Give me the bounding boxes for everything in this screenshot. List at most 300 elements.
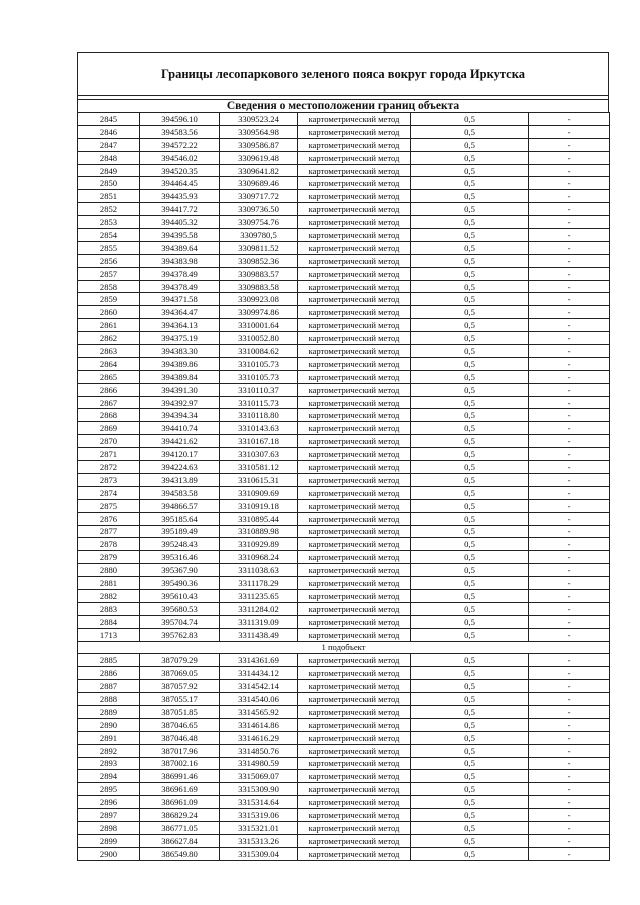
table-row	[78, 448, 610, 461]
accuracy-cell: 0,5	[411, 847, 529, 860]
point-number-cell: 2892	[78, 744, 140, 757]
y-coordinate-cell: 3315321.01	[220, 821, 298, 834]
accuracy-cell: 0,5	[411, 383, 529, 396]
note-cell: -	[529, 705, 610, 718]
accuracy-cell: 0,5	[411, 473, 529, 486]
accuracy-cell: 0,5	[411, 744, 529, 757]
x-coordinate-cell: 394391.30	[140, 383, 220, 396]
x-coordinate-cell: 395680.53	[140, 602, 220, 615]
method-cell: картометрический метод	[298, 345, 411, 358]
x-coordinate-cell: 387002.16	[140, 757, 220, 770]
point-number-cell: 2876	[78, 512, 140, 525]
table-row	[78, 306, 610, 319]
y-coordinate-cell: 3310105.73	[220, 370, 298, 383]
x-coordinate-cell: 395704.74	[140, 615, 220, 628]
method-cell: картометрический метод	[298, 422, 411, 435]
table-row	[78, 731, 610, 744]
method-cell: картометрический метод	[298, 164, 411, 177]
point-number-cell: 2862	[78, 332, 140, 345]
table-row	[78, 847, 610, 860]
accuracy-cell: 0,5	[411, 525, 529, 538]
note-cell: -	[529, 319, 610, 332]
table-row	[78, 693, 610, 706]
point-number-cell: 2848	[78, 151, 140, 164]
table-row	[78, 241, 610, 254]
note-cell: -	[529, 409, 610, 422]
point-number-cell: 2874	[78, 486, 140, 499]
note-cell: -	[529, 229, 610, 242]
y-coordinate-cell: 3309883.58	[220, 280, 298, 293]
method-cell: картометрический метод	[298, 461, 411, 474]
accuracy-cell: 0,5	[411, 216, 529, 229]
y-coordinate-cell: 3314542.14	[220, 680, 298, 693]
x-coordinate-cell: 395367.90	[140, 564, 220, 577]
accuracy-cell: 0,5	[411, 834, 529, 847]
x-coordinate-cell: 395316.46	[140, 551, 220, 564]
method-cell: картометрический метод	[298, 203, 411, 216]
y-coordinate-cell: 3310929.89	[220, 538, 298, 551]
point-number-cell: 2855	[78, 241, 140, 254]
method-cell: картометрический метод	[298, 280, 411, 293]
y-coordinate-cell: 3315314.64	[220, 796, 298, 809]
table-row	[78, 357, 610, 370]
point-number-cell: 2860	[78, 306, 140, 319]
accuracy-cell: 0,5	[411, 705, 529, 718]
method-cell: картометрический метод	[298, 190, 411, 203]
accuracy-cell: 0,5	[411, 422, 529, 435]
x-coordinate-cell: 387057.92	[140, 680, 220, 693]
table-row	[78, 332, 610, 345]
method-cell: картометрический метод	[298, 551, 411, 564]
note-cell: -	[529, 254, 610, 267]
point-number-cell: 2897	[78, 809, 140, 822]
accuracy-cell: 0,5	[411, 396, 529, 409]
x-coordinate-cell: 387046.65	[140, 718, 220, 731]
x-coordinate-cell: 395762.83	[140, 628, 220, 641]
point-number-cell: 2868	[78, 409, 140, 422]
note-cell: -	[529, 448, 610, 461]
method-cell: картометрический метод	[298, 693, 411, 706]
note-cell: -	[529, 718, 610, 731]
method-cell: картометрический метод	[298, 834, 411, 847]
table-row	[78, 177, 610, 190]
y-coordinate-cell: 3309586.87	[220, 138, 298, 151]
accuracy-cell: 0,5	[411, 370, 529, 383]
note-cell: -	[529, 731, 610, 744]
method-cell: картометрический метод	[298, 293, 411, 306]
accuracy-cell: 0,5	[411, 693, 529, 706]
y-coordinate-cell: 3309736.50	[220, 203, 298, 216]
note-cell: -	[529, 280, 610, 293]
note-cell: -	[529, 113, 610, 126]
accuracy-cell: 0,5	[411, 125, 529, 138]
table-row	[78, 770, 610, 783]
y-coordinate-cell: 3310889.98	[220, 525, 298, 538]
point-number-cell: 2886	[78, 667, 140, 680]
y-coordinate-cell: 3314565.92	[220, 705, 298, 718]
accuracy-cell: 0,5	[411, 615, 529, 628]
note-cell: -	[529, 667, 610, 680]
table-row	[78, 216, 610, 229]
y-coordinate-cell: 3314361.69	[220, 654, 298, 667]
method-cell: картометрический метод	[298, 499, 411, 512]
table-row	[78, 435, 610, 448]
method-cell: картометрический метод	[298, 473, 411, 486]
point-number-cell: 2861	[78, 319, 140, 332]
y-coordinate-cell: 3309619.48	[220, 151, 298, 164]
point-number-cell: 2870	[78, 435, 140, 448]
method-cell: картометрический метод	[298, 177, 411, 190]
note-cell: -	[529, 151, 610, 164]
x-coordinate-cell: 386771.05	[140, 821, 220, 834]
note-cell: -	[529, 216, 610, 229]
point-number-cell: 2869	[78, 422, 140, 435]
method-cell: картометрический метод	[298, 821, 411, 834]
x-coordinate-cell: 394389.64	[140, 241, 220, 254]
note-cell: -	[529, 306, 610, 319]
x-coordinate-cell: 394546.02	[140, 151, 220, 164]
method-cell: картометрический метод	[298, 370, 411, 383]
method-cell: картометрический метод	[298, 357, 411, 370]
note-cell: -	[529, 770, 610, 783]
method-cell: картометрический метод	[298, 486, 411, 499]
x-coordinate-cell: 394395.58	[140, 229, 220, 242]
accuracy-cell: 0,5	[411, 345, 529, 358]
y-coordinate-cell: 3311178.29	[220, 577, 298, 590]
x-coordinate-cell: 387051.85	[140, 705, 220, 718]
y-coordinate-cell: 3309974.86	[220, 306, 298, 319]
point-number-cell: 2857	[78, 267, 140, 280]
table-row	[78, 409, 610, 422]
method-cell: картометрический метод	[298, 628, 411, 641]
y-coordinate-cell: 3314616.29	[220, 731, 298, 744]
note-cell: -	[529, 512, 610, 525]
x-coordinate-cell: 387046.48	[140, 731, 220, 744]
note-cell: -	[529, 345, 610, 358]
table-row	[78, 680, 610, 693]
x-coordinate-cell: 394596.10	[140, 113, 220, 126]
x-coordinate-cell: 394364.13	[140, 319, 220, 332]
x-coordinate-cell: 394520.35	[140, 164, 220, 177]
y-coordinate-cell: 3309689.46	[220, 177, 298, 190]
accuracy-cell: 0,5	[411, 486, 529, 499]
point-number-cell: 2846	[78, 125, 140, 138]
y-coordinate-cell: 3314434.12	[220, 667, 298, 680]
table-row	[78, 796, 610, 809]
note-cell: -	[529, 241, 610, 254]
method-cell: картометрический метод	[298, 718, 411, 731]
accuracy-cell: 0,5	[411, 448, 529, 461]
section-title: Сведения о местоположении границ объекта	[77, 99, 609, 112]
note-cell: -	[529, 602, 610, 615]
note-cell: -	[529, 577, 610, 590]
x-coordinate-cell: 395490.36	[140, 577, 220, 590]
table-row	[78, 589, 610, 602]
y-coordinate-cell: 3314540.06	[220, 693, 298, 706]
point-number-cell: 2875	[78, 499, 140, 512]
table-row	[78, 834, 610, 847]
x-coordinate-cell: 394224.63	[140, 461, 220, 474]
coordinates-group-1	[78, 113, 610, 642]
y-coordinate-cell: 3314614.86	[220, 718, 298, 731]
y-coordinate-cell: 3309717.72	[220, 190, 298, 203]
method-cell: картометрический метод	[298, 602, 411, 615]
note-cell: -	[529, 821, 610, 834]
coordinates-table	[77, 112, 610, 861]
accuracy-cell: 0,5	[411, 435, 529, 448]
accuracy-cell: 0,5	[411, 602, 529, 615]
method-cell: картометрический метод	[298, 216, 411, 229]
method-cell: картометрический метод	[298, 383, 411, 396]
note-cell: -	[529, 796, 610, 809]
accuracy-cell: 0,5	[411, 293, 529, 306]
note-cell: -	[529, 486, 610, 499]
note-cell: -	[529, 551, 610, 564]
x-coordinate-cell: 394375.19	[140, 332, 220, 345]
point-number-cell: 2853	[78, 216, 140, 229]
note-cell: -	[529, 628, 610, 641]
point-number-cell: 2900	[78, 847, 140, 860]
point-number-cell: 2847	[78, 138, 140, 151]
y-coordinate-cell: 3310968.24	[220, 551, 298, 564]
subobject-row	[78, 641, 610, 654]
note-cell: -	[529, 422, 610, 435]
x-coordinate-cell: 394364.47	[140, 306, 220, 319]
accuracy-cell: 0,5	[411, 551, 529, 564]
accuracy-cell: 0,5	[411, 151, 529, 164]
point-number-cell: 2858	[78, 280, 140, 293]
point-number-cell: 1713	[78, 628, 140, 641]
note-cell: -	[529, 164, 610, 177]
accuracy-cell: 0,5	[411, 229, 529, 242]
method-cell: картометрический метод	[298, 396, 411, 409]
point-number-cell: 2884	[78, 615, 140, 628]
point-number-cell: 2867	[78, 396, 140, 409]
note-cell: -	[529, 499, 610, 512]
x-coordinate-cell: 394410.74	[140, 422, 220, 435]
accuracy-cell: 0,5	[411, 770, 529, 783]
note-cell: -	[529, 125, 610, 138]
point-number-cell: 2895	[78, 783, 140, 796]
point-number-cell: 2859	[78, 293, 140, 306]
table-row	[78, 551, 610, 564]
accuracy-cell: 0,5	[411, 177, 529, 190]
y-coordinate-cell: 3311319.09	[220, 615, 298, 628]
table-row	[78, 783, 610, 796]
method-cell: картометрический метод	[298, 770, 411, 783]
table-row	[78, 267, 610, 280]
note-cell: -	[529, 396, 610, 409]
x-coordinate-cell: 386549.80	[140, 847, 220, 860]
y-coordinate-cell: 3315309.90	[220, 783, 298, 796]
x-coordinate-cell: 394371.58	[140, 293, 220, 306]
table-row	[78, 254, 610, 267]
y-coordinate-cell: 3314980.59	[220, 757, 298, 770]
accuracy-cell: 0,5	[411, 718, 529, 731]
table-row	[78, 151, 610, 164]
point-number-cell: 2865	[78, 370, 140, 383]
note-cell: -	[529, 847, 610, 860]
table-row	[78, 744, 610, 757]
method-cell: картометрический метод	[298, 267, 411, 280]
table-row	[78, 757, 610, 770]
point-number-cell: 2854	[78, 229, 140, 242]
accuracy-cell: 0,5	[411, 461, 529, 474]
note-cell: -	[529, 538, 610, 551]
y-coordinate-cell: 3309523.24	[220, 113, 298, 126]
note-cell: -	[529, 525, 610, 538]
method-cell: картометрический метод	[298, 409, 411, 422]
table-row	[78, 422, 610, 435]
accuracy-cell: 0,5	[411, 113, 529, 126]
point-number-cell: 2893	[78, 757, 140, 770]
accuracy-cell: 0,5	[411, 280, 529, 293]
table-row	[78, 538, 610, 551]
point-number-cell: 2871	[78, 448, 140, 461]
y-coordinate-cell: 3309883.57	[220, 267, 298, 280]
y-coordinate-cell: 3310115.73	[220, 396, 298, 409]
table-row	[78, 113, 610, 126]
x-coordinate-cell: 395189.49	[140, 525, 220, 538]
method-cell: картометрический метод	[298, 564, 411, 577]
method-cell: картометрический метод	[298, 512, 411, 525]
accuracy-cell: 0,5	[411, 577, 529, 590]
method-cell: картометрический метод	[298, 847, 411, 860]
note-cell: -	[529, 203, 610, 216]
accuracy-cell: 0,5	[411, 499, 529, 512]
accuracy-cell: 0,5	[411, 254, 529, 267]
method-cell: картометрический метод	[298, 332, 411, 345]
table-row	[78, 190, 610, 203]
accuracy-cell: 0,5	[411, 357, 529, 370]
x-coordinate-cell: 394417.72	[140, 203, 220, 216]
point-number-cell: 2888	[78, 693, 140, 706]
x-coordinate-cell: 394464.45	[140, 177, 220, 190]
accuracy-cell: 0,5	[411, 667, 529, 680]
note-cell: -	[529, 190, 610, 203]
y-coordinate-cell: 3310167.18	[220, 435, 298, 448]
x-coordinate-cell: 386627.84	[140, 834, 220, 847]
x-coordinate-cell: 394389.86	[140, 357, 220, 370]
x-coordinate-cell: 394378.49	[140, 267, 220, 280]
y-coordinate-cell: 3310052.80	[220, 332, 298, 345]
table-row	[78, 345, 610, 358]
x-coordinate-cell: 394583.58	[140, 486, 220, 499]
x-coordinate-cell: 387069.05	[140, 667, 220, 680]
note-cell: -	[529, 744, 610, 757]
table-row	[78, 499, 610, 512]
method-cell: картометрический метод	[298, 796, 411, 809]
point-number-cell: 2877	[78, 525, 140, 538]
y-coordinate-cell: 3311284.02	[220, 602, 298, 615]
x-coordinate-cell: 394394.34	[140, 409, 220, 422]
method-cell: картометрический метод	[298, 525, 411, 538]
y-coordinate-cell: 3310118.80	[220, 409, 298, 422]
point-number-cell: 2898	[78, 821, 140, 834]
y-coordinate-cell: 3310919.18	[220, 499, 298, 512]
accuracy-cell: 0,5	[411, 654, 529, 667]
method-cell: картометрический метод	[298, 654, 411, 667]
y-coordinate-cell: 3309852.36	[220, 254, 298, 267]
note-cell: -	[529, 783, 610, 796]
x-coordinate-cell: 394405.32	[140, 216, 220, 229]
y-coordinate-cell: 3310895.44	[220, 512, 298, 525]
y-coordinate-cell: 3309564.98	[220, 125, 298, 138]
y-coordinate-cell: 3315319.06	[220, 809, 298, 822]
point-number-cell: 2887	[78, 680, 140, 693]
y-coordinate-cell: 3314850.76	[220, 744, 298, 757]
point-number-cell: 2878	[78, 538, 140, 551]
point-number-cell: 2850	[78, 177, 140, 190]
accuracy-cell: 0,5	[411, 332, 529, 345]
table-row	[78, 628, 610, 641]
accuracy-cell: 0,5	[411, 783, 529, 796]
accuracy-cell: 0,5	[411, 306, 529, 319]
method-cell: картометрический метод	[298, 306, 411, 319]
point-number-cell: 2883	[78, 602, 140, 615]
note-cell: -	[529, 383, 610, 396]
table-row	[78, 370, 610, 383]
accuracy-cell: 0,5	[411, 628, 529, 641]
table-row	[78, 164, 610, 177]
method-cell: картометрический метод	[298, 448, 411, 461]
point-number-cell: 2852	[78, 203, 140, 216]
method-cell: картометрический метод	[298, 577, 411, 590]
x-coordinate-cell: 387017.96	[140, 744, 220, 757]
accuracy-cell: 0,5	[411, 821, 529, 834]
note-cell: -	[529, 357, 610, 370]
x-coordinate-cell: 394120.17	[140, 448, 220, 461]
table-row	[78, 229, 610, 242]
point-number-cell: 2879	[78, 551, 140, 564]
table-row	[78, 473, 610, 486]
y-coordinate-cell: 3310581.12	[220, 461, 298, 474]
x-coordinate-cell: 387079.29	[140, 654, 220, 667]
y-coordinate-cell: 3310110.37	[220, 383, 298, 396]
accuracy-cell: 0,5	[411, 757, 529, 770]
y-coordinate-cell: 3311438.49	[220, 628, 298, 641]
x-coordinate-cell: 395610.43	[140, 589, 220, 602]
table-row	[78, 654, 610, 667]
y-coordinate-cell: 3311038.63	[220, 564, 298, 577]
y-coordinate-cell: 3315069.07	[220, 770, 298, 783]
point-number-cell: 2890	[78, 718, 140, 731]
accuracy-cell: 0,5	[411, 164, 529, 177]
point-number-cell: 2881	[78, 577, 140, 590]
point-number-cell: 2851	[78, 190, 140, 203]
y-coordinate-cell: 3310307.63	[220, 448, 298, 461]
note-cell: -	[529, 834, 610, 847]
note-cell: -	[529, 370, 610, 383]
note-cell: -	[529, 809, 610, 822]
table-row	[78, 705, 610, 718]
x-coordinate-cell: 394378.49	[140, 280, 220, 293]
note-cell: -	[529, 615, 610, 628]
table-row	[78, 293, 610, 306]
x-coordinate-cell: 386961.09	[140, 796, 220, 809]
method-cell: картометрический метод	[298, 757, 411, 770]
table-row	[78, 577, 610, 590]
point-number-cell: 2896	[78, 796, 140, 809]
point-number-cell: 2872	[78, 461, 140, 474]
x-coordinate-cell: 394313.89	[140, 473, 220, 486]
x-coordinate-cell: 394435.93	[140, 190, 220, 203]
note-cell: -	[529, 589, 610, 602]
y-coordinate-cell: 3310001.64	[220, 319, 298, 332]
table-row	[78, 512, 610, 525]
point-number-cell: 2845	[78, 113, 140, 126]
table-row	[78, 809, 610, 822]
